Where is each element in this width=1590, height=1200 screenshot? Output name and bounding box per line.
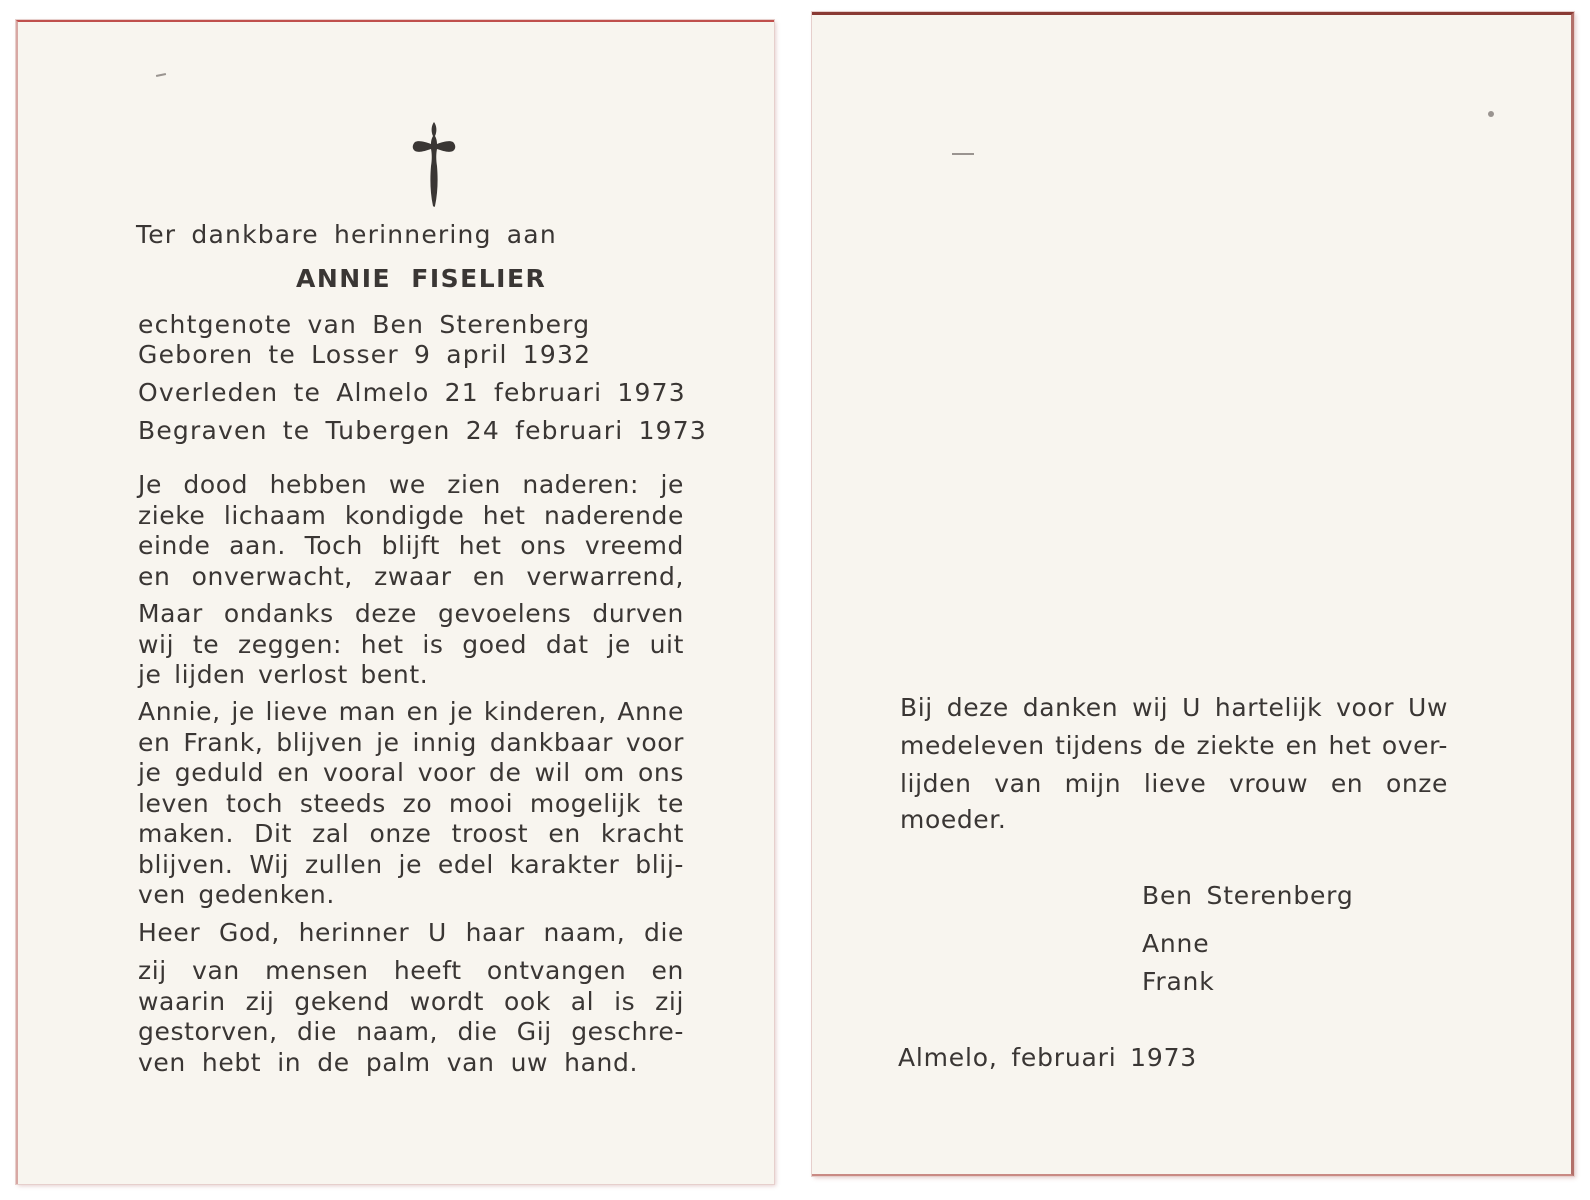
intro-line: Ter dankbare herinnering aan: [136, 220, 557, 249]
text-line: maken. Dit zal onze troost en kracht: [138, 819, 684, 848]
memorial-card-back: [812, 12, 1574, 1176]
text-line: einde aan. Toch blijft het ons vreemd: [138, 531, 684, 560]
text-line: je lijden verlost bent.: [138, 660, 429, 689]
death-line: Overleden te Almelo 21 februari 1973: [138, 378, 686, 407]
text-line: wij te zeggen: het is goed dat je uit: [138, 630, 684, 659]
text-line: waarin zij gekend wordt ook al is zij: [138, 987, 684, 1016]
thanks-line: Bij deze danken wij U hartelijk voor Uw: [900, 693, 1448, 722]
text-line: gestorven, die naam, die Gij geschre-: [138, 1017, 684, 1046]
text-line: en Frank, blijven je innig dankbaar voor: [138, 728, 684, 757]
text-line: je geduld en vooral voor de wil om ons: [138, 758, 684, 787]
birth-line: Geboren te Losser 9 april 1932: [138, 340, 592, 369]
thanks-line: medeleven tijdens de ziekte en het over-: [900, 731, 1448, 760]
paper-speck: [1488, 111, 1494, 117]
text-line: ven hebt in de palm van uw hand.: [138, 1048, 638, 1077]
thanks-line: moeder.: [900, 805, 1007, 834]
text-line: blijven. Wij zullen je edel karakter blij-: [138, 850, 684, 879]
spouse-line: echtgenote van Ben Sterenberg: [138, 310, 591, 339]
text-line: Maar ondanks deze gevoelens durven: [138, 599, 684, 628]
burial-line: Begraven te Tubergen 24 februari 1973: [138, 416, 707, 445]
text-line: Heer God, herinner U haar naam, die: [138, 918, 684, 947]
signature-name: Anne: [1142, 929, 1210, 958]
text-line: Annie, je lieve man en je kinderen, Anne: [138, 697, 684, 726]
paper-speck: [952, 153, 974, 155]
signature-name: Frank: [1142, 967, 1215, 996]
memorial-card-front: [16, 20, 774, 1184]
text-line: Je dood hebben we zien naderen: je: [138, 470, 684, 499]
cross-icon: [411, 120, 457, 208]
text-line: ven gedenken.: [138, 880, 335, 909]
text-line: leven toch steeds zo mooi mogelijk te: [138, 789, 684, 818]
place-date: Almelo, februari 1973: [898, 1043, 1198, 1072]
text-line: zij van mensen heeft ontvangen en: [138, 956, 684, 985]
signature-name: Ben Sterenberg: [1142, 881, 1354, 910]
thanks-line: lijden van mijn lieve vrouw en onze: [900, 769, 1448, 798]
deceased-name: ANNIE FISELIER: [296, 264, 547, 293]
text-line: zieke lichaam kondigde het naderende: [138, 501, 684, 530]
paper-speck: [156, 73, 166, 77]
text-line: en onverwacht, zwaar en verwarrend,: [138, 562, 684, 591]
